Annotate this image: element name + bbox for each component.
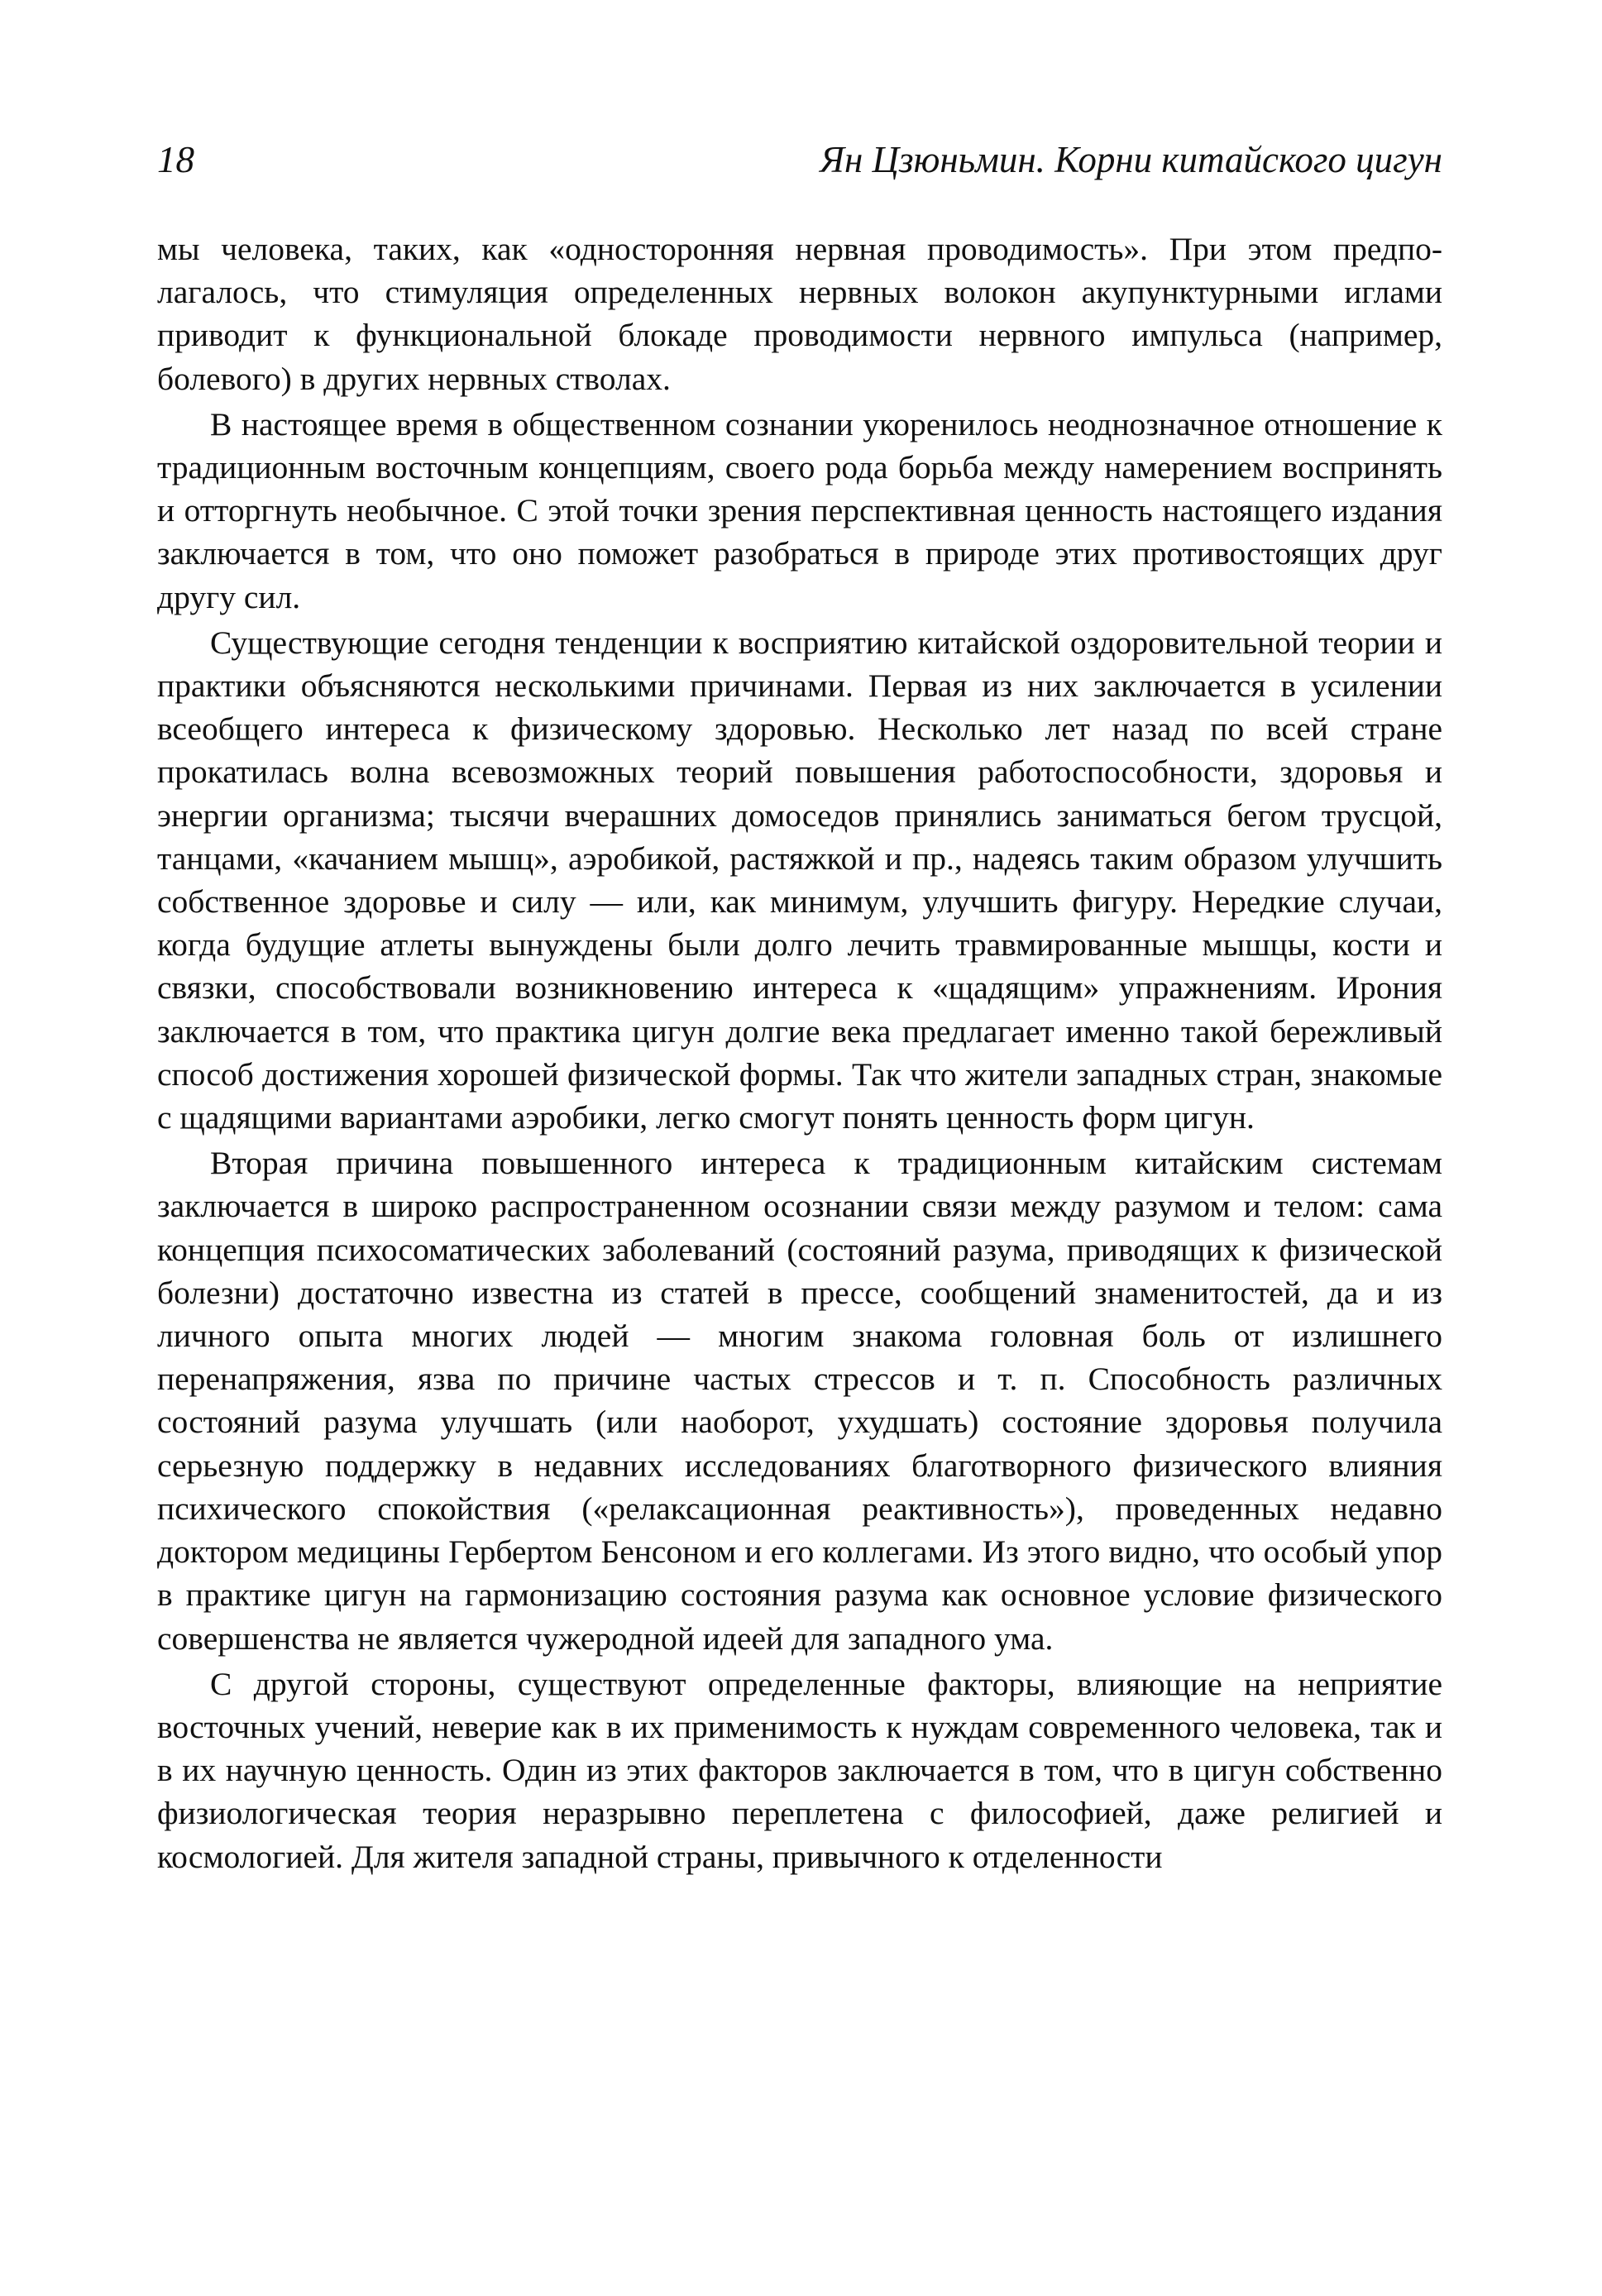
running-header: [157, 131, 1442, 189]
paragraph-2: В настоящее время в общественном сознании укоренилось неоднозначное отношение к традиционным восточным концепциям, своего рода борьба между намерением воспринять и отторгнуть необычное. С этой точки зрения перспективная ценность настоящего издания заключается в том, что оно поможет разобраться в природе этих противостоящих друг другу сил.: [157, 405, 1442, 615]
paragraph-4: Вторая причина повышенного интереса к традиционным китайским системам заключается в широко распространенном осознании связи между разумом и телом: сама концепция психосоматических заболеваний (состояний разума, приводящих к физической болезни) достаточно известна из статей в прессе, сообщений знаменитостей, да и из личного опыта многих людей — многим знакома головная боль от излишнего перенапряжения, язва по причине частых стрессов и т. п. Способность различных состояний разума улучшать (или наоборот, ухудшать) состояние здоровья получила серьезную поддержку в недавних исследованиях благотворного физического влияния психического спокойствия («релаксационная реактивность»), проведенных недавно доктором медицины Гербертом Бенсоном и его коллегами. Из этого видно, что особый упор в практике цигун на гармонизацию состояния разума как основное условие физического совершенства не является чужеродной идеей для западного ума.: [157, 1145, 1442, 1657]
body-text: [157, 227, 1442, 1878]
page-number: 18: [157, 139, 194, 180]
paragraph-3: Существующие сегодня тенденции к восприятию китайской оздоровительной теории и практики объясняются несколькими причинами. Первая из них заключается в усилении всеобщего интереса к физическому здоровью. Несколько лет назад по всей стране прокатилась волна всевозможных теорий повышения работоспособности, здоровья и энергии организма; тысячи вчерашних домоседов принялись заниматься бегом трусцой, танцами, «качанием мышц», аэробикой, растяжкой и пр., надеясь таким образом улучшить собственное здоровье и силу — или, как минимум, улучшить фигуру. Нередкие случаи, когда будущие атлеты вынуждены были долго лечить травмированные мышцы, кости и связки, способствовали возникновению интереса к «щадящим» упражнениям. Ирония заключается в том, что практика цигун долгие века предлагает именно такой бережливый способ достижения хорошей физической формы. Так что жители западных стран, знакомые с щадящими вариантами аэробики, легко смогут понять ценность форм цигун.: [157, 624, 1442, 1136]
running-title: Ян Цзюньмин. Корни китайского цигун: [820, 139, 1442, 180]
paragraph-5: С другой стороны, существуют определенные факторы, влияющие на неприятие восточных учений, неверие как в их применимость к нуждам современного человека, так и в их научную ценность. Один из этих факторов заключается в том, что в цигун собственно физиологическая теория неразрывно переплетена с философией, даже религией и космологией. Для жителя западной страны, привычного к отделенности: [157, 1665, 1442, 1875]
paragraph-1: мы человека, таких, как «односторонняя нервная проводимость». При этом предполагалось, что стимуляция определенных нервных волокон акупунктурными иглами приводит к функциональной блокаде проводимости нервного импульса (например, болевого) в других нервных стволах.: [157, 231, 1442, 397]
